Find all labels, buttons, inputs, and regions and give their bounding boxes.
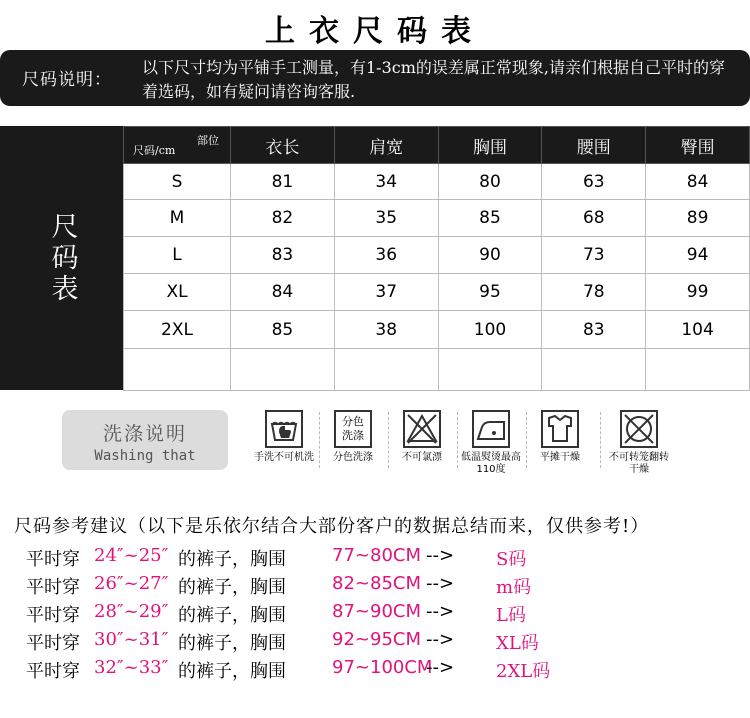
measure-cell: 82 (231, 200, 335, 237)
advice-recommended-size: XL码 (496, 633, 539, 654)
measure-cell: 90 (438, 237, 542, 274)
care-divider (457, 412, 458, 468)
measure-cell: 81 (231, 164, 335, 200)
advice-chest-range: 97~100CM (332, 657, 433, 678)
table-row (124, 349, 750, 391)
size-note-label: 尺码说明： (22, 70, 112, 90)
measure-cell: 89 (646, 200, 750, 237)
care-label: 不可氯漂 (402, 452, 442, 463)
size-table (123, 126, 750, 391)
measure-cell (646, 349, 750, 391)
measure-cell: 85 (438, 200, 542, 237)
table-corner-cell (124, 127, 231, 164)
hand-wash-icon (265, 410, 303, 448)
measure-cell: 38 (334, 311, 438, 349)
advice-recommended-size: S码 (496, 549, 527, 570)
size-cell (124, 349, 231, 391)
column-header: 胸围 (438, 127, 542, 164)
size-chart-side-label (0, 126, 123, 390)
size-chart-side-text: 尺码表 (46, 211, 78, 305)
size-cell: L (124, 237, 231, 274)
separate-wash-icon (334, 410, 372, 448)
measure-cell: 36 (334, 237, 438, 274)
advice-middle-text: 的裤子，胸围 (178, 633, 286, 654)
care-label: 低温熨烫最高110度 (461, 452, 521, 475)
measure-cell: 85 (231, 311, 335, 349)
advice-arrow: --> (426, 573, 455, 594)
advice-pants-size: 28″~29″ (94, 601, 169, 622)
advice-prefix: 平时穿 (26, 549, 80, 570)
size-cell: M (124, 200, 231, 237)
measure-cell (438, 349, 542, 391)
advice-middle-text: 的裤子，胸围 (178, 577, 286, 598)
washing-title-cn: 洗涤说明 (102, 423, 187, 445)
advice-chest-range: 77~80CM (332, 545, 421, 566)
measure-cell (231, 349, 335, 391)
size-chart (0, 126, 750, 390)
advice-arrow: --> (426, 601, 455, 622)
measure-cell (334, 349, 438, 391)
measure-cell: 73 (542, 237, 646, 274)
size-cell: 2XL (124, 311, 231, 349)
advice-recommended-size: 2XL码 (496, 661, 551, 682)
advice-prefix: 平时穿 (26, 577, 80, 598)
measure-cell (542, 349, 646, 391)
care-divider (388, 412, 389, 468)
advice-pants-size: 32″~33″ (94, 657, 169, 678)
column-header: 腰围 (542, 127, 646, 164)
advice-middle-text: 的裤子，胸围 (178, 661, 286, 682)
measure-cell: 99 (646, 274, 750, 311)
low-iron-icon (472, 410, 510, 448)
advice-pants-size: 30″~31″ (94, 629, 169, 650)
table-row (124, 200, 750, 237)
table-row (124, 311, 750, 349)
washing-title-en: Washing that (94, 448, 196, 464)
measure-cell: 83 (542, 311, 646, 349)
flat-dry-icon (541, 410, 579, 448)
corner-size-label: 尺码/cm (133, 144, 176, 157)
advice-pants-size: 26″~27″ (94, 573, 169, 594)
care-item (515, 410, 605, 464)
measure-cell: 78 (542, 274, 646, 311)
corner-part-label: 部位 (197, 134, 219, 147)
advice-prefix: 平时穿 (26, 633, 80, 654)
size-cell: S (124, 164, 231, 200)
size-cell: XL (124, 274, 231, 311)
table-row (124, 274, 750, 311)
advice-middle-text: 的裤子，胸围 (178, 605, 286, 626)
size-note-text: 以下尺寸均为平铺手工测量，有1-3cm的误差属正常现象,请亲们根据自己平时的穿着选码，如有疑问请咨询客服. (142, 58, 725, 101)
measure-cell: 100 (438, 311, 542, 349)
measure-cell: 37 (334, 274, 438, 311)
measure-cell: 95 (438, 274, 542, 311)
advice-title: 尺码参考建议（以下是乐依尔结合大部份客户的数据总结而来，仅供参考!） (14, 516, 650, 537)
size-note-bar (0, 50, 750, 106)
washing-title-box (62, 410, 228, 470)
table-row (124, 237, 750, 274)
measure-cell: 84 (646, 164, 750, 200)
advice-arrow: --> (426, 545, 455, 566)
advice-prefix: 平时穿 (26, 605, 80, 626)
no-tumble-dry-icon (620, 410, 658, 448)
care-label: 平摊干燥 (540, 452, 580, 463)
column-header: 衣长 (231, 127, 335, 164)
care-label: 分色洗涤 (333, 452, 373, 463)
advice-chest-range: 87~90CM (332, 601, 421, 622)
advice-pants-size: 24″~25″ (94, 545, 169, 566)
measure-cell: 34 (334, 164, 438, 200)
advice-chest-range: 92~95CM (332, 629, 421, 650)
advice-prefix: 平时穿 (26, 661, 80, 682)
measure-cell: 68 (542, 200, 646, 237)
measure-cell: 83 (231, 237, 335, 274)
care-divider (319, 412, 320, 468)
advice-arrow: --> (426, 629, 455, 650)
care-label: 不可转笼翻转干燥 (609, 452, 669, 475)
advice-arrow: --> (426, 657, 455, 678)
column-header: 臀围 (646, 127, 750, 164)
advice-recommended-size: L码 (496, 605, 526, 626)
care-label: 手洗不可机洗 (254, 452, 314, 463)
care-divider (526, 412, 527, 468)
measure-cell: 35 (334, 200, 438, 237)
table-row (124, 164, 750, 200)
care-item (594, 410, 684, 476)
table-header-row (124, 127, 750, 164)
care-divider (600, 412, 601, 468)
measure-cell: 80 (438, 164, 542, 200)
advice-middle-text: 的裤子，胸围 (178, 549, 286, 570)
measure-cell: 63 (542, 164, 646, 200)
no-bleach-icon (403, 410, 441, 448)
measure-cell: 94 (646, 237, 750, 274)
advice-recommended-size: m码 (496, 577, 532, 598)
measure-cell: 84 (231, 274, 335, 311)
care-icon-text: 分色洗涤 (342, 415, 364, 442)
column-header: 肩宽 (334, 127, 438, 164)
measure-cell: 104 (646, 311, 750, 349)
page-title: 上衣尺码表 (265, 14, 485, 49)
advice-chest-range: 82~85CM (332, 573, 421, 594)
